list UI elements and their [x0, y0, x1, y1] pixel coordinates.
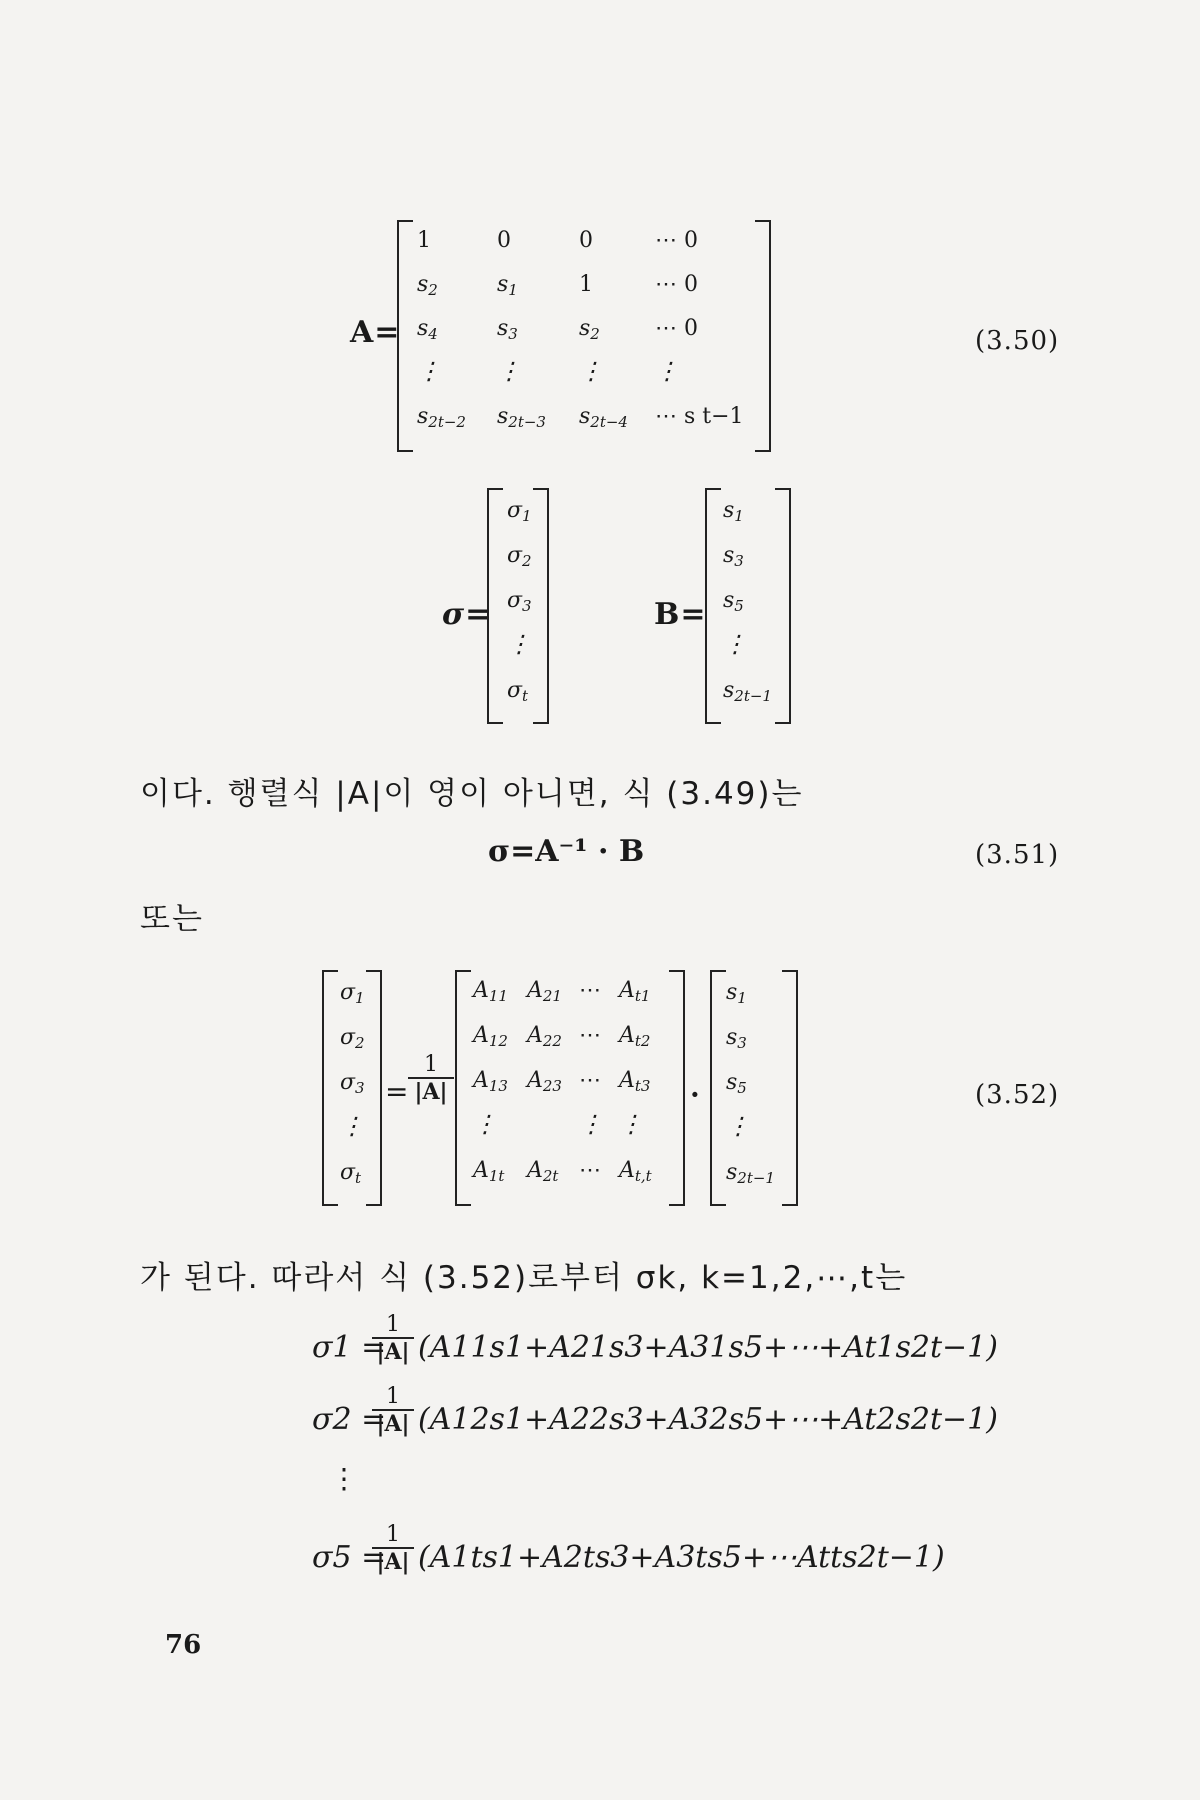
adjugate-cell: ⋯ — [579, 1158, 601, 1183]
prose-line-1: 이다. 행렬식 |A|이 영이 아니면, 식 (3.49)는 — [140, 776, 804, 812]
solution-lhs: σ1 = — [312, 1330, 387, 1365]
matrix-a — [397, 220, 771, 452]
rhs-vector-cell: $s_1$ — [726, 980, 747, 1007]
b-vector-label: B= — [654, 597, 707, 632]
sigma-vector-cell: $\sigma_2$ — [507, 543, 532, 570]
adjugate-cell: $A_{2t}$ — [527, 1158, 559, 1185]
matrix-a-cell: ⋯ s t−1 — [655, 404, 744, 429]
rhs-vector-cell: $s_3$ — [726, 1025, 747, 1052]
rhs-vector-cell: $s_5$ — [726, 1070, 747, 1097]
equation-number-3-51: (3.51) — [975, 840, 1060, 870]
b-vector-cell: ⋮ — [723, 630, 747, 658]
page-number: 76 — [165, 1630, 202, 1660]
solution-fraction: $\frac{1}{|A|}$ — [372, 1312, 414, 1365]
sigma-vector-cell: ⋮ — [507, 630, 531, 658]
adjugate-cell: ⋯ — [579, 1068, 601, 1093]
b-vector-cell: $s_5$ — [723, 588, 744, 615]
matrix-a-cell: $s_{2t-2}$ — [417, 404, 466, 431]
matrix-a-cell: ⋮ — [497, 357, 521, 385]
matrix-a-cell: ⋯ 0 — [655, 272, 698, 297]
matrix-a-cell: 1 — [579, 272, 593, 297]
solution-fraction: $\frac{1}{|A|}$ — [372, 1384, 414, 1437]
matrix-a-cell: $s_2$ — [579, 316, 600, 343]
sigma-vector-label: σ= — [442, 597, 492, 632]
solution-rhs: (A1ts1+A2ts3+A3ts5+⋯Atts2t−1) — [418, 1540, 945, 1575]
lhs-sigma-vector — [322, 970, 382, 1206]
sigma-vector-cell: $\sigma_t$ — [507, 678, 529, 705]
matrix-a-cell: $s_2$ — [417, 272, 438, 299]
equation-number-3-50: (3.50) — [975, 326, 1060, 356]
equals-sign: = — [385, 1075, 409, 1108]
prose-line-3: 가 된다. 따라서 식 (3.52)로부터 σk, k=1,2,⋯,t는 — [140, 1260, 908, 1296]
b-vector-cell: $s_{2t-1}$ — [723, 678, 772, 705]
rhs-syndrome-vector — [710, 970, 798, 1206]
b-vector-cell: $s_3$ — [723, 543, 744, 570]
adjugate-cell: ⋮ — [619, 1110, 643, 1138]
lhs-vector-cell: ⋮ — [340, 1112, 364, 1140]
matrix-a-cell: ⋯ 0 — [655, 316, 698, 341]
lhs-vector-cell: $\sigma_2$ — [340, 1025, 365, 1052]
prose-line-2: 또는 — [140, 901, 204, 937]
dot-operator: · — [690, 1078, 700, 1111]
adjugate-cell: $A_{t3}$ — [619, 1068, 651, 1095]
solution-fraction: $\frac{1}{|A|}$ — [372, 1522, 414, 1575]
rhs-vector-cell: ⋮ — [726, 1112, 750, 1140]
adjugate-cell: $A_{21}$ — [527, 978, 562, 1005]
solution-rhs: (A12s1+A22s3+A32s5+⋯+At2s2t−1) — [418, 1402, 998, 1437]
adjugate-cell: ⋯ — [579, 1023, 601, 1048]
adjugate-cell: $A_{23}$ — [527, 1068, 562, 1095]
lhs-vector-cell: $\sigma_t$ — [340, 1160, 362, 1187]
matrix-a-cell: 0 — [497, 228, 511, 253]
solution-lhs: σ5 = — [312, 1540, 387, 1575]
equation-number-3-52: (3.52) — [975, 1080, 1060, 1110]
adjugate-cell: $A_{1t}$ — [473, 1158, 505, 1185]
b-vector — [705, 488, 791, 724]
lhs-vector-cell: $\sigma_3$ — [340, 1070, 365, 1097]
matrix-a-cell: ⋮ — [417, 357, 441, 385]
adjugate-matrix — [455, 970, 685, 1206]
matrix-a-cell: ⋯ 0 — [655, 228, 698, 253]
sigma-vector-cell: $\sigma_1$ — [507, 498, 532, 525]
matrix-a-label: A= — [350, 315, 401, 350]
solutions-ellipsis: ⋮ — [330, 1462, 358, 1495]
matrix-a-cell: $s_1$ — [497, 272, 518, 299]
equation-3-51: σ=A⁻¹ · B — [488, 834, 645, 869]
sigma-vector-cell: $\sigma_3$ — [507, 588, 532, 615]
matrix-a-cell: ⋮ — [655, 357, 679, 385]
adjugate-cell: ⋮ — [473, 1110, 497, 1138]
sigma-vector — [487, 488, 549, 724]
adjugate-cell: $A_{t2}$ — [619, 1023, 651, 1050]
adjugate-cell: $A_{12}$ — [473, 1023, 508, 1050]
matrix-a-cell: $s_4$ — [417, 316, 438, 343]
matrix-a-cell: $s_{2t-4}$ — [579, 404, 628, 431]
adjugate-cell: $A_{11}$ — [473, 978, 508, 1005]
matrix-a-cell: 0 — [579, 228, 593, 253]
matrix-a-cell: 1 — [417, 228, 431, 253]
adjugate-cell: $A_{t1}$ — [619, 978, 651, 1005]
adjugate-cell: $A_{t,t}$ — [619, 1158, 652, 1185]
matrix-a-cell: $s_3$ — [497, 316, 518, 343]
rhs-vector-cell: $s_{2t-1}$ — [726, 1160, 775, 1187]
adjugate-cell: ⋮ — [579, 1110, 603, 1138]
solution-lhs: σ2 = — [312, 1402, 387, 1437]
b-vector-cell: $s_1$ — [723, 498, 744, 525]
adjugate-cell: $A_{13}$ — [473, 1068, 508, 1095]
adjugate-cell: $A_{22}$ — [527, 1023, 562, 1050]
matrix-a-cell: ⋮ — [579, 357, 603, 385]
matrix-a-cell: $s_{2t-3}$ — [497, 404, 546, 431]
adjugate-cell: ⋯ — [579, 978, 601, 1003]
lhs-vector-cell: $\sigma_1$ — [340, 980, 365, 1007]
solution-rhs: (A11s1+A21s3+A31s5+⋯+At1s2t−1) — [418, 1330, 998, 1365]
inverse-determinant-fraction: $\frac{1}{|A|}$ — [408, 1052, 454, 1105]
